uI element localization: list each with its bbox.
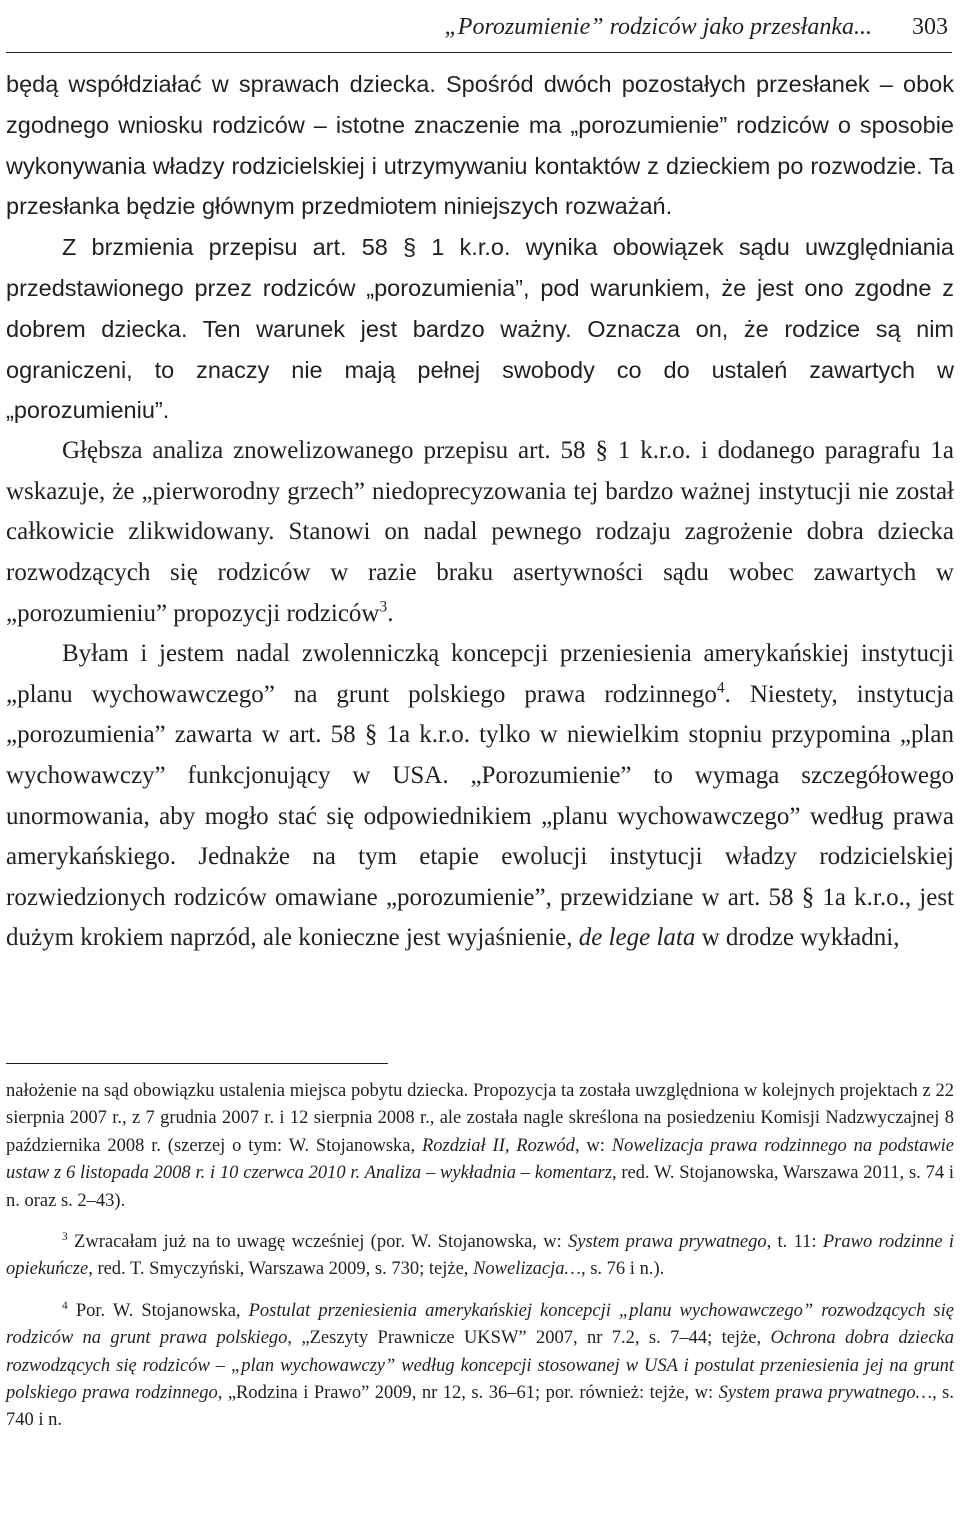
footnote-3 <box>6 1229 954 1284</box>
fn4-text-3: , „Rodzina i Prawo” 2009, nr 12, s. 36–61; por. również: tejże, w: <box>217 1383 719 1404</box>
footnote-3-number: 3 <box>62 1230 68 1243</box>
header-rule <box>6 52 952 53</box>
paragraph-4-text: Byłam i jestem nadal zwolenniczką koncepcji przeniesienia amerykańskiej instytucji „planu wychowawczego” na grunt polskiego prawa rodzinnego <box>6 640 954 708</box>
footnote-4-number: 4 <box>62 1299 68 1312</box>
fn3-text-1: Zwracałam już na to uwagę wcześniej (por. W. Stojanowska, w: <box>67 1232 569 1253</box>
fn-cont-text-3: , red. W. Stojanowska, Warszawa 2011, s. 74 i n. oraz s. 2–43). <box>6 1163 954 1211</box>
footnote-rule <box>6 1063 388 1064</box>
paragraph-3-text: Głębsza analiza znowelizowanego przepisu art. 58 § 1 k.r.o. i dodanego paragrafu 1a wskazuje, że „pierworodny grzech” niedoprecyzowania tej bardzo ważnej instytucji nie został całkowicie zlikwidowany. Stanowi on nadal pewnego rodzaju zagrożenie dobra dziecka rozwodzących się rodziców w razie braku asertywności sądu wobec zawartych w „porozumieniu” propozycji rodziców <box>6 437 954 627</box>
fn4-italic-3: System prawa prywatnego… <box>718 1383 933 1404</box>
fn3-text-4: , s. 76 i n.). <box>580 1259 665 1280</box>
footnote-4 <box>6 1298 954 1435</box>
fn-cont-text-2: , w: <box>574 1135 612 1156</box>
main-text <box>6 64 954 959</box>
footnote-ref-4[interactable]: 4 <box>716 679 725 697</box>
paragraph-4-italic: de lege lata <box>578 924 696 952</box>
footnote-ref-3[interactable]: 3 <box>379 598 388 616</box>
fn4-italic-1: Postulat przeniesienia amerykańskiej koncepcji „planu wychowawczego” rozwodzących się rodziców na grunt prawa polskiego <box>6 1300 954 1349</box>
paragraph-3-end: . <box>387 599 394 627</box>
paragraph-3 <box>6 431 954 634</box>
page-header <box>6 12 952 46</box>
footnote-continuation <box>6 1078 954 1215</box>
fn3-italic-3: Nowelizacja… <box>473 1259 581 1280</box>
fn3-text-3: , red. T. Smyczyński, Warszawa 2009, s. 730; tejże, <box>88 1259 474 1280</box>
running-title: „Porozumienie” rodziców jako przesłanka... <box>444 14 872 40</box>
footnotes <box>6 1078 954 1435</box>
page-number: 303 <box>912 14 948 40</box>
fn4-italic-2: Ochrona dobra dziecka rozwodzących się rodziców – „plan wychowawczy” według koncepcji stosowanej w USA i postulat przeniesienia jej na grunt polskiego prawa rodzinnego <box>6 1328 954 1404</box>
paragraph-2: Z brzmienia przepisu art. 58 § 1 k.r.o. wynika obowiązek sądu uwzględniania przedstawionego przez rodziców „porozumienia”, pod warunkiem, że jest ono zgodne z dobrem dziecka. Ten warunek jest bardzo ważny. Oznacza on, że rodzice są nim ograniczeni, to znaczy nie mają pełnej swobody co do ustaleń zawartych w „porozumieniu”. <box>6 234 954 424</box>
paragraph-4-text-2: . Niestety, instytucja „porozumienia” zawarta w art. 58 § 1a k.r.o. tylko w niewielkim stopniu przypomina „plan wychowawczy” funkcjonujący w USA. „Porozumienie” to wymaga szczegółowego unormowania, aby mogło stać się odpowiednikiem „planu wychowawczego” według prawa amerykańskiego. Jednakże na tym etapie ewolucji instytucji władzy rodzicielskiej rozwiedzionych rodziców omawiane „porozumienie”, przewidziane w art. 58 § 1a k.r.o., jest dużym krokiem naprzód, ale konieczne jest wyjaśnienie, <box>6 680 954 952</box>
fn-cont-italic-2: Nowelizacja prawa rodzinnego na podstawie ustaw z 6 listopada 2008 r. i 10 czerwca 2010 r. Analiza – wykładnia – komentarz <box>6 1135 955 1184</box>
fn-cont-italic-1: Rozdział II, Rozwód <box>421 1135 575 1156</box>
fn3-italic-2: Prawo rodzinne i opiekuńcze <box>6 1232 954 1280</box>
fn4-text-2: , „Zeszyty Prawnicze UKSW” 2007, nr 7.2, s. 7–44; tejże, <box>287 1328 771 1349</box>
fn4-text-1: Por. W. Stojanowska, <box>67 1300 249 1321</box>
fn3-italic-1: System prawa prywatnego <box>568 1232 767 1253</box>
fn4-text-4: , s. 740 i n. <box>6 1383 955 1431</box>
fn-cont-text: nałożenie na sąd obowiązku ustalenia miejsca pobytu dziecka. Propozycja ta została uwzględniona w kolejnych projektach z 22 sierpnia 2007 r., z 7 grudnia 2007 r. i 12 sierpnia 2008 r., ale została nagle skreślona na posiedzeniu Komisji Nadzwyczajnej 8 października 2008 r. (szerzej o tym: W. Stojanowska, <box>6 1081 954 1156</box>
fn3-text-2: , t. 11: <box>766 1232 823 1253</box>
paragraph-4 <box>6 634 954 959</box>
paragraph-1: będą współdziałać w sprawach dziecka. Spośród dwóch pozostałych przesłanek – obok zgodnego wniosku rodziców – istotne znaczenie ma „porozumienie” rodziców o sposobie wykonywania władzy rodzicielskiej i utrzymywaniu kontaktów z dzieckiem po rozwodzie. Ta przesłanka będzie głównym przedmiotem niniejszych rozważań. <box>6 71 954 220</box>
paragraph-4-end: w drodze wykładni, <box>695 924 900 952</box>
